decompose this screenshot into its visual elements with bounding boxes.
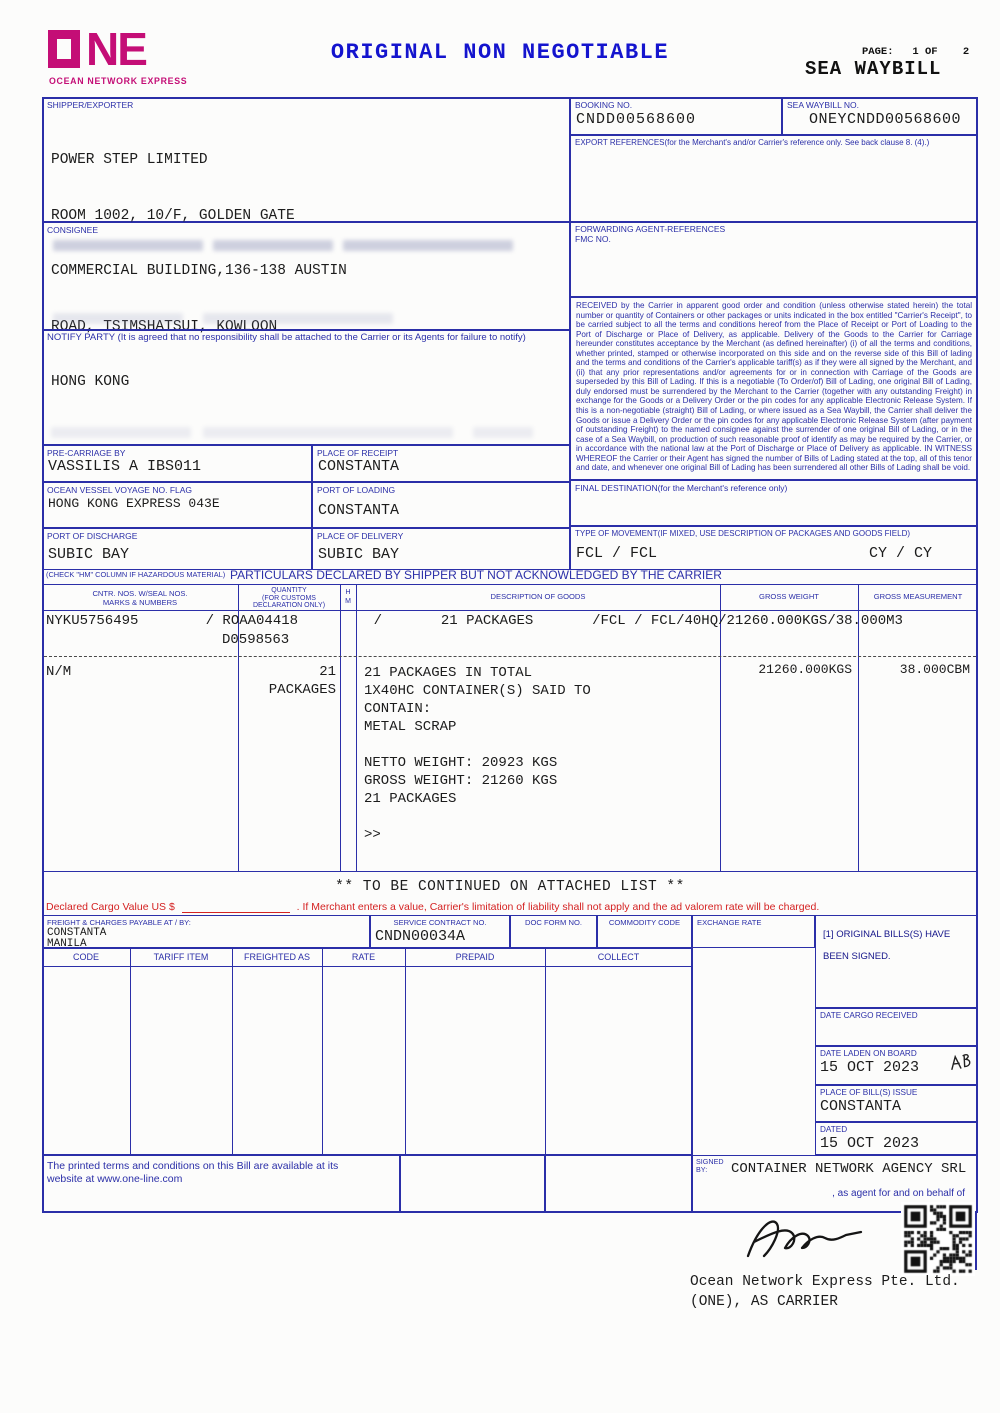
date-cargo-received-box <box>815 1008 978 1046</box>
doc-form-no-label: DOC FORM NO. <box>525 918 582 927</box>
consignee-box <box>42 222 570 330</box>
charges-col-rate: RATE <box>351 952 376 962</box>
notify-party-box <box>42 330 570 445</box>
seal-no-line2: D0598563 <box>222 632 290 648</box>
signed-by-value: CONTAINER NETWORK AGENCY SRL <box>731 1161 967 1177</box>
bills-signed-line1: [1] ORIGINAL BILLS(S) HAVE <box>823 929 951 940</box>
declared-cargo-value-line <box>46 901 819 913</box>
booking-no-value: CNDD00568600 <box>576 111 697 128</box>
handwritten-signature <box>742 1212 867 1267</box>
type-of-movement-box <box>570 526 978 570</box>
notify-redacted-text <box>203 427 453 438</box>
ocean-vessel-value: HONG KONG EXPRESS 043E <box>48 496 220 511</box>
notify-redacted-text <box>51 427 191 438</box>
export-references-box <box>570 135 978 222</box>
qr-code <box>901 1202 975 1276</box>
col-header-hm: H M <box>345 589 351 605</box>
page-number: PAGE: 1 OF 2 <box>862 46 970 58</box>
final-destination-box <box>570 480 978 526</box>
charges-col-tariff-item: TARIFF ITEM <box>153 952 209 962</box>
place-of-bills-issue-label: PLACE OF BILL(S) ISSUE <box>820 1088 918 1097</box>
carrier-name: Ocean Network Express Pte. Ltd. <box>690 1274 960 1290</box>
port-of-discharge-box <box>42 528 312 570</box>
one-logo-o-icon <box>48 30 80 68</box>
pre-carriage-label: PRE-CARRIAGE BY <box>47 448 126 458</box>
movement-fcl-value: FCL / FCL <box>576 545 658 562</box>
port-of-loading-box <box>312 482 570 528</box>
shipper-line: POWER STEP LIMITED <box>51 152 208 168</box>
charges-col-collect: COLLECT <box>597 952 640 962</box>
one-logo-ne: NE <box>86 23 146 75</box>
sea-waybill-no-box <box>782 97 978 135</box>
place-of-delivery-box <box>312 528 570 570</box>
ocean-vessel-box <box>42 482 312 528</box>
shipper-label: SHIPPER/EXPORTER <box>47 100 134 110</box>
date-laden-on-board-box <box>815 1046 978 1085</box>
handwritten-initials <box>947 1051 975 1072</box>
booking-no-box <box>570 97 782 135</box>
column-divider <box>545 948 546 1155</box>
particulars-header-underline <box>42 610 978 611</box>
charges-col-prepaid: PREPAID <box>455 952 495 962</box>
original-bills-signed-box <box>815 915 978 1008</box>
notify-redacted-text <box>473 427 533 438</box>
forwarding-agent-box <box>570 222 978 297</box>
port-of-loading-label: PORT OF LOADING <box>317 485 396 495</box>
shipper-line: COMMERCIAL BUILDING,136-138 AUSTIN <box>51 263 347 279</box>
column-divider <box>692 948 693 1155</box>
marks-value: N/M <box>46 664 72 680</box>
received-clause-text: RECEIVED by the Carrier in apparent good order and condition (unless otherwise stated herein) the total number or quantity of Containers or other packages or units indicated in the box entitled "Carrier's Receipt", to be carried subject to all the terms and conditions hereof from the Place of Receipt or Port of Loading to the Port of Discharge or Place of Delivery, as applicable. Delivery of the Goods to the Carrier for Carriage hereunder constitutes acceptance by the Merchant (as defined hereinafter) (i) of all the terms and conditions, whether printed, stamped or otherwise incorporated on this side and on the reverse side of this Bill of lading and the terms and conditions of the Carrier's applicable tariff(s) as if they were all signed by the Merchant, and (ii) that any prior representations and/or agreements for or in connection with Carriage of the Goods are superseded by this Bill of Lading. If this is a negotiable (To Order/of) Bill of Lading, one original Bill of Lading, duly endorsed must be surrendered by the Merchant to the Carrier (together with any outstanding Freight) in exchange for the Goods or a Delivery Order or the pin codes for any applicable Electronic Release System. If this is a non-negotiable (straight) Bill of Lading, or where issued as a Sea Waybill, the Carrier shall deliver the Goods or issue a Delivery Order or the pin codes for any applicable Electronic Release System (after payment of outstanding Freight) to the named consignee against the surrender of one original Bill of Lading, or in the case of a Sea Waybill, on production of such reasonable proof of identify as may be required by the Carrier, or in accordance with the national law at the Port of Discharge or Place of Delivery as applicable. IN WITNESS WHEREOF the Carrier or their Agent has signed the number of Bills of Lading stated at the top, all of this tenor and date, and whenever one original Bill of Lading has been surrendered all other Bills of Lading shall be void. <box>576 301 972 473</box>
port-of-discharge-label: PORT OF DISCHARGE <box>47 531 138 541</box>
shipper-line: ROOM 1002, 10/F, GOLDEN GATE <box>51 207 295 224</box>
printed-terms-box <box>42 1155 400 1213</box>
dated-label: DATED <box>820 1125 848 1134</box>
booking-no-label: BOOKING NO. <box>575 100 633 110</box>
prepaid-total-cell <box>400 1155 545 1213</box>
place-of-delivery-value: SUBIC BAY <box>318 546 400 563</box>
printed-terms-line2: website at www.one-line.com <box>47 1173 183 1185</box>
row-separator-dashed <box>44 656 976 657</box>
date-laden-on-board-label: DATE LADEN ON BOARD <box>820 1049 917 1058</box>
bills-signed-line2: BEEN SIGNED. <box>823 951 891 962</box>
document-type-title: ORIGINAL NON NEGOTIABLE <box>330 40 670 65</box>
quantity-value-line2: PACKAGES <box>268 682 336 698</box>
right-border-extension <box>975 1213 977 1270</box>
consignee-redacted-text <box>203 313 393 324</box>
date-laden-on-board-value: 15 OCT 2023 <box>820 1059 920 1076</box>
consignee-label: CONSIGNEE <box>47 225 99 235</box>
hm-column-note: (CHECK "HM" COLUMN IF HAZARDOUS MATERIAL) <box>46 570 226 579</box>
gross-weight-value: 21260.000KGS <box>758 662 852 677</box>
description-of-goods: 21 PACKAGES IN TOTAL 1X40HC CONTAINER(S) SAID TO CONTAIN: METAL SCRAP NETTO WEIGHT: 20923 KGS GROSS WEIGHT: 21260 KGS 21 PACKAGES >> <box>364 665 591 843</box>
place-of-receipt-box <box>312 445 570 482</box>
port-of-loading-value: CONSTANTA <box>318 502 400 519</box>
col-header-quantity: QUANTITY (FOR CUSTOMS DECLARATION ONLY) <box>252 587 326 610</box>
pre-carriage-value: VASSILIS A IBS011 <box>48 458 202 475</box>
service-contract-value: CNDN00034A <box>375 928 466 945</box>
col-header-gross-weight: GROSS WEIGHT <box>759 592 819 601</box>
carrier-role: (ONE), AS CARRIER <box>690 1294 838 1310</box>
quantity-value-line1: 21 <box>319 664 336 680</box>
movement-cy-value: CY / CY <box>869 545 933 562</box>
signed-label: SIGNED <box>696 1157 724 1166</box>
declared-value-blank-field <box>182 912 290 913</box>
agent-on-behalf-note: , as agent for and on behalf of <box>832 1188 965 1199</box>
consignee-redacted-text <box>213 240 333 251</box>
charges-col-code: CODE <box>72 952 99 962</box>
commodity-code-label: COMMODITY CODE <box>608 918 681 927</box>
place-of-delivery-label: PLACE OF DELIVERY <box>317 531 404 541</box>
one-logo-subtitle: OCEAN NETWORK EXPRESS <box>49 76 188 86</box>
date-cargo-received-label: DATE CARGO RECEIVED <box>820 1011 918 1020</box>
pre-carriage-box <box>42 445 312 482</box>
dated-box <box>815 1122 978 1155</box>
waybill-type-title: SEA WAYBILL <box>805 58 942 80</box>
col-header-description: DESCRIPTION OF GOODS <box>490 592 586 601</box>
export-references-label: EXPORT REFERENCES(for the Merchant's and/or Carrier's reference only. See back clause 8. (4).) <box>575 138 930 147</box>
declared-cargo-value-label: Declared Cargo Value US $ <box>46 901 175 913</box>
exchange-rate-box <box>692 915 815 948</box>
sea-waybill-no-label: SEA WAYBILL NO. <box>787 100 859 110</box>
sea-waybill-no-value: ONEYCNDD00568600 <box>809 111 962 128</box>
consignee-redacted-text <box>53 240 203 251</box>
container-seal-line: NYKU5756495 / ROAA04418 / 21 PACKAGES /FCL / FCL/40HQ/21260.000KGS/38.000M3 <box>46 613 903 629</box>
fmc-no-label: FMC NO. <box>575 233 611 244</box>
doc-form-no-box <box>510 915 597 948</box>
exchange-rate-label: EXCHANGE RATE <box>697 918 762 927</box>
shipper-line: HONG KONG <box>51 374 130 390</box>
freight-charges-payable-box <box>42 915 370 948</box>
payable-at-line2: MANILA <box>47 938 87 950</box>
forwarding-agent-label: FORWARDING AGENT-REFERENCES <box>575 224 726 234</box>
gross-measurement-value: 38.000CBM <box>899 662 970 677</box>
port-of-discharge-value: SUBIC BAY <box>48 546 130 563</box>
service-contract-box <box>370 915 510 948</box>
place-of-receipt-label: PLACE OF RECEIPT <box>317 448 399 458</box>
commodity-code-box <box>597 915 692 948</box>
freight-charges-payable-label: FREIGHT & CHARGES PAYABLE AT / BY: <box>47 918 191 927</box>
signed-by-label: BY: <box>696 1165 708 1174</box>
collect-total-cell <box>545 1155 692 1213</box>
declared-cargo-value-note: . If Merchant enters a value, Carrier's limitation of liability shall not apply and the ad valorem rate will be charged. <box>296 901 820 913</box>
col-header-gross-measurement: GROSS MEASUREMENT <box>873 592 963 601</box>
place-of-bills-issue-box <box>815 1085 978 1122</box>
charges-header-underline <box>42 966 692 967</box>
type-of-movement-label: TYPE OF MOVEMENT(IF MIXED, USE DESCRIPTION OF PACKAGES AND GOODS FIELD) <box>575 529 911 538</box>
consignee-redacted-text <box>343 240 513 251</box>
charges-col-freighted-as: FREIGHTED AS <box>243 952 310 962</box>
payable-at-line1: CONSTANTA <box>47 927 107 939</box>
column-divider <box>130 948 131 1155</box>
received-clause-box <box>570 297 978 480</box>
column-divider <box>405 948 406 1155</box>
final-destination-label: FINAL DESTINATION(for the Merchant's reference only) <box>575 483 788 493</box>
place-of-bills-issue-value: CONSTANTA <box>820 1098 902 1115</box>
particulars-title: PARTICULARS DECLARED BY SHIPPER BUT NOT ACKNOWLEDGED BY THE CARRIER <box>230 568 722 582</box>
service-contract-label: SERVICE CONTRACT NO. <box>393 918 487 927</box>
column-divider <box>232 948 233 1155</box>
continued-on-attached-list: ** TO BE CONTINUED ON ATTACHED LIST ** <box>335 879 685 895</box>
shipper-line: ROAD, TSIMSHATSUI, KOWLOON <box>51 318 278 335</box>
dated-value: 15 OCT 2023 <box>820 1135 920 1152</box>
charges-table <box>42 948 692 1155</box>
printed-terms-line1: The printed terms and conditions on this Bill are available at its <box>47 1160 339 1172</box>
column-divider <box>322 948 323 1155</box>
ocean-vessel-label: OCEAN VESSEL VOYAGE NO. FLAG <box>47 485 193 495</box>
col-header-marks: CNTR. NOS. W/SEAL NOS. MARKS & NUMBERS <box>92 589 188 607</box>
place-of-receipt-value: CONSTANTA <box>318 458 400 475</box>
notify-party-label: NOTIFY PARTY (It is agreed that no responsibility shall be attached to the Carrier or its Agents for failure to notify) <box>47 332 526 343</box>
one-logo <box>48 23 248 88</box>
consignee-redacted-text <box>53 313 183 324</box>
